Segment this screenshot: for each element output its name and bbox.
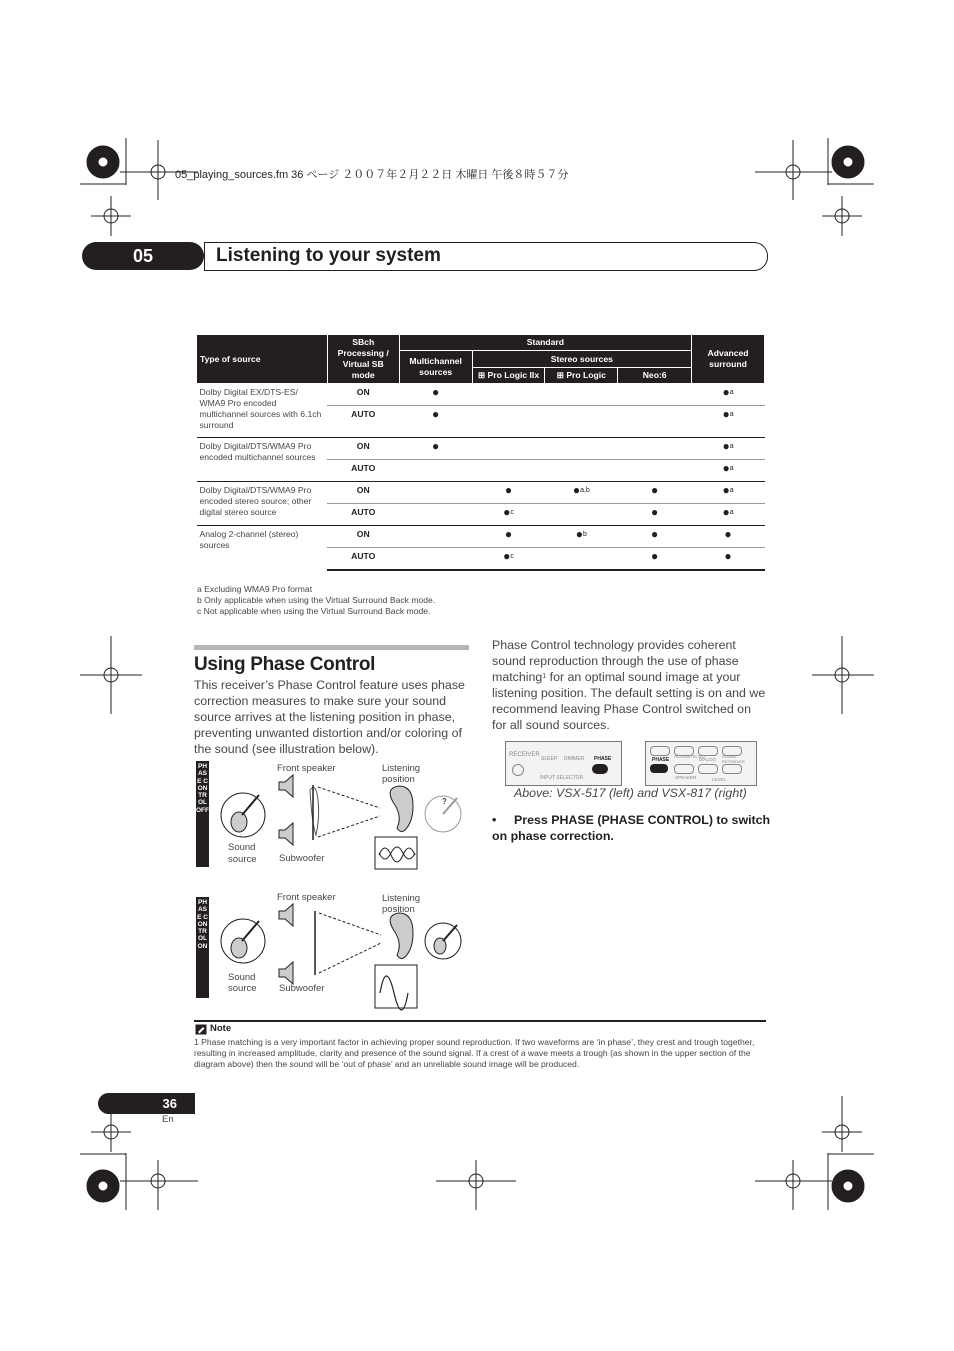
chapter-number: 05 — [82, 242, 204, 270]
subwoofer-label: Subwoofer — [279, 983, 325, 994]
dot-cell — [472, 384, 545, 406]
dot-cell: ● — [472, 526, 545, 548]
receiver-label: RECEIVER — [509, 752, 540, 758]
dot-cell — [545, 460, 618, 482]
dot-cell — [618, 406, 692, 438]
remote-button[interactable] — [722, 764, 742, 774]
source-type-cell: Analog 2-channel (stereo) sources — [197, 526, 328, 570]
dot-cell — [472, 406, 545, 438]
dot-cell: ● — [399, 384, 472, 406]
acoustic-eq-label: ACOUSTIC EQ — [674, 754, 706, 759]
dot-cell: ● — [618, 548, 692, 570]
front-speaker-label: Front speaker — [277, 763, 336, 774]
remote-caption: Above: VSX-517 (left) and VSX-817 (right) — [514, 786, 747, 800]
dot-cell: ●$^b$ — [545, 526, 618, 548]
dot-cell — [399, 482, 472, 504]
dot-cell: ●$^a$ — [692, 460, 765, 482]
header-type-of-source: Type of source — [197, 335, 328, 384]
mode-cell: ON — [327, 384, 399, 406]
dot-cell — [399, 504, 472, 526]
note-divider — [194, 1020, 766, 1022]
dot-cell: ●$^a$ — [692, 406, 765, 438]
dot-cell — [545, 504, 618, 526]
instruction-bullet: • Press PHASE (PHASE CONTROL) to switch on phase correction. — [492, 813, 771, 843]
dot-cell — [618, 460, 692, 482]
note-icon — [195, 1024, 207, 1035]
dot-cell: ● — [618, 504, 692, 526]
speaker-icon — [279, 775, 293, 797]
header-neo6: Neo:6 — [618, 368, 692, 384]
header-pro-logic-iix: ⊞ Pro Logic IIx — [472, 368, 545, 384]
dialog-label: DIALOG — [699, 757, 717, 762]
remote-button[interactable] — [674, 764, 694, 774]
level-label: LEVEL — [712, 777, 727, 782]
dot-cell: ● — [399, 438, 472, 460]
phase-off-label: PHASE CONTROL OFF — [196, 761, 209, 867]
dot-cell: ● — [618, 526, 692, 548]
sound-source-label-2: source — [228, 854, 257, 865]
dot-cell: ●$^c$ — [472, 504, 545, 526]
phase-control-paragraph: Phase Control technology provides coherent sound reproduction through the use of phase matching$^1$ for an optimal sound image at your listening position. The default setting is on and we recommend leaving Phase Control switched on for all sound sources. — [492, 638, 766, 732]
page-language: En — [162, 1114, 174, 1125]
note-text: 1 Phase matching is a very important factor in achieving proper sound reproduction. If two waveforms are ‘in phase’, they crest and trough together, resulting in increased amplitude, clarity and presence of the sound signal. If a crest of a wave meets a trough (as shown in the upper section of the diagram above) then the sound will be ‘out of phase’ and an unreliable sound image will be produced. — [194, 1037, 755, 1069]
ear-icon — [390, 786, 413, 832]
dot-cell: ●$^a$ — [692, 384, 765, 406]
sound-source-label-1: Sound — [228, 972, 256, 983]
sound-retriever-label: SOUND RETRIEVER — [722, 754, 745, 764]
section-intro: This receiver’s Phase Control feature uses phase correction measures to make sure your sound source arrives at the listening position in phase, preventing unwanted distortion and/or coloring of the sound (see illustration below). — [194, 678, 465, 756]
speaker-icon — [279, 904, 293, 926]
source-type-cell: Dolby Digital/DTS/WMA9 Pro encoded multichannel sources — [197, 438, 328, 482]
speaker-icon — [279, 823, 293, 845]
dot-cell — [545, 384, 618, 406]
table-footnote-b: b Only applicable when using the Virtual Surround Back mode. — [197, 595, 436, 605]
speaker-icon — [279, 962, 293, 984]
remote-panel-vsx817 — [645, 741, 757, 786]
section-title: Using Phase Control — [194, 654, 376, 675]
mode-cell: AUTO — [327, 504, 399, 526]
phase-on-label: PHASE CONTROL ON — [196, 897, 209, 998]
dot-cell: ●$^{a,b}$ — [545, 482, 618, 504]
header-pro-logic: ⊞ Pro Logic — [545, 368, 618, 384]
remote-button[interactable] — [698, 764, 718, 774]
phase-label: PHASE — [594, 756, 612, 762]
source-type-cell: Dolby Digital EX/DTS-ES/ WMA9 Pro encoded multichannel sources with 6.1ch surround — [197, 384, 328, 438]
dot-cell — [399, 548, 472, 570]
sound-source-label-1: Sound — [228, 842, 256, 853]
dot-cell — [399, 460, 472, 482]
sound-source-label-2: source — [228, 983, 257, 994]
listening-label-2: position — [382, 774, 415, 785]
ear-icon — [390, 913, 413, 959]
header-advanced: Advanced surround — [692, 335, 765, 384]
dot-cell: ●$^a$ — [692, 504, 765, 526]
source-mode-table — [196, 334, 765, 571]
dot-cell — [399, 526, 472, 548]
dot-cell: ●$^c$ — [472, 548, 545, 570]
dot-cell: ● — [399, 406, 472, 438]
dot-cell: ● — [692, 526, 765, 548]
dot-cell — [545, 438, 618, 460]
mode-cell: AUTO — [327, 406, 399, 438]
chapter-title: Listening to your system — [216, 245, 441, 266]
dot-cell — [472, 460, 545, 482]
phase-label: PHASE — [652, 757, 670, 763]
listening-label-2: position — [382, 904, 415, 915]
phase-on-diagram — [215, 893, 470, 1013]
header-sbch: SBch Processing / Virtual SB mode — [327, 335, 399, 384]
mode-cell: ON — [327, 438, 399, 460]
remote-panel-vsx517 — [505, 741, 622, 786]
sleep-label: SLEEP — [541, 756, 558, 762]
dot-cell — [618, 438, 692, 460]
dot-cell — [472, 438, 545, 460]
source-type-cell: Dolby Digital/DTS/WMA9 Pro encoded stereo source; other digital stereo source — [197, 482, 328, 526]
table-footnote-a: a Excluding WMA9 Pro format — [197, 584, 313, 594]
page-number: 36 — [98, 1093, 195, 1114]
mode-cell: ON — [327, 526, 399, 548]
dimmer-label: DIMMER — [564, 756, 585, 762]
subwoofer-label: Subwoofer — [279, 853, 325, 864]
dot-cell — [618, 384, 692, 406]
mode-cell: ON — [327, 482, 399, 504]
listening-label-1: Listening — [382, 893, 421, 904]
bullet-mark: • — [492, 813, 497, 827]
dot-cell: ● — [472, 482, 545, 504]
input-selector-label: INPUT SELECTOR — [540, 775, 584, 781]
section-divider — [194, 645, 469, 650]
table-footnote-c: c Not applicable when using the Virtual Surround Back mode. — [197, 606, 431, 616]
speaker-label: SPEAKER — [675, 775, 697, 780]
mode-cell: AUTO — [327, 460, 399, 482]
dot-cell: ● — [692, 548, 765, 570]
question-mark: ? — [442, 797, 447, 806]
header-standard: Standard — [399, 335, 691, 351]
dot-cell — [545, 548, 618, 570]
power-icon — [512, 764, 524, 776]
front-speaker-label: Front speaker — [277, 892, 336, 903]
dot-cell: ●$^a$ — [692, 438, 765, 460]
note-label: Note — [210, 1023, 232, 1034]
remote-button[interactable] — [650, 746, 670, 756]
dot-cell: ●$^a$ — [692, 482, 765, 504]
phase-button[interactable] — [592, 764, 608, 774]
phase-button[interactable] — [650, 764, 668, 773]
dot-cell: ● — [618, 482, 692, 504]
file-header: 05_playing_sources.fm 36 ページ ２００７年２月２２日 木曜日 午後８時５７分 — [175, 169, 569, 181]
mode-cell: AUTO — [327, 548, 399, 570]
dot-cell — [545, 406, 618, 438]
header-multichannel: Multichannel sources — [399, 351, 472, 384]
header-stereo-sources: Stereo sources — [472, 351, 691, 368]
listening-label-1: Listening — [382, 763, 421, 774]
